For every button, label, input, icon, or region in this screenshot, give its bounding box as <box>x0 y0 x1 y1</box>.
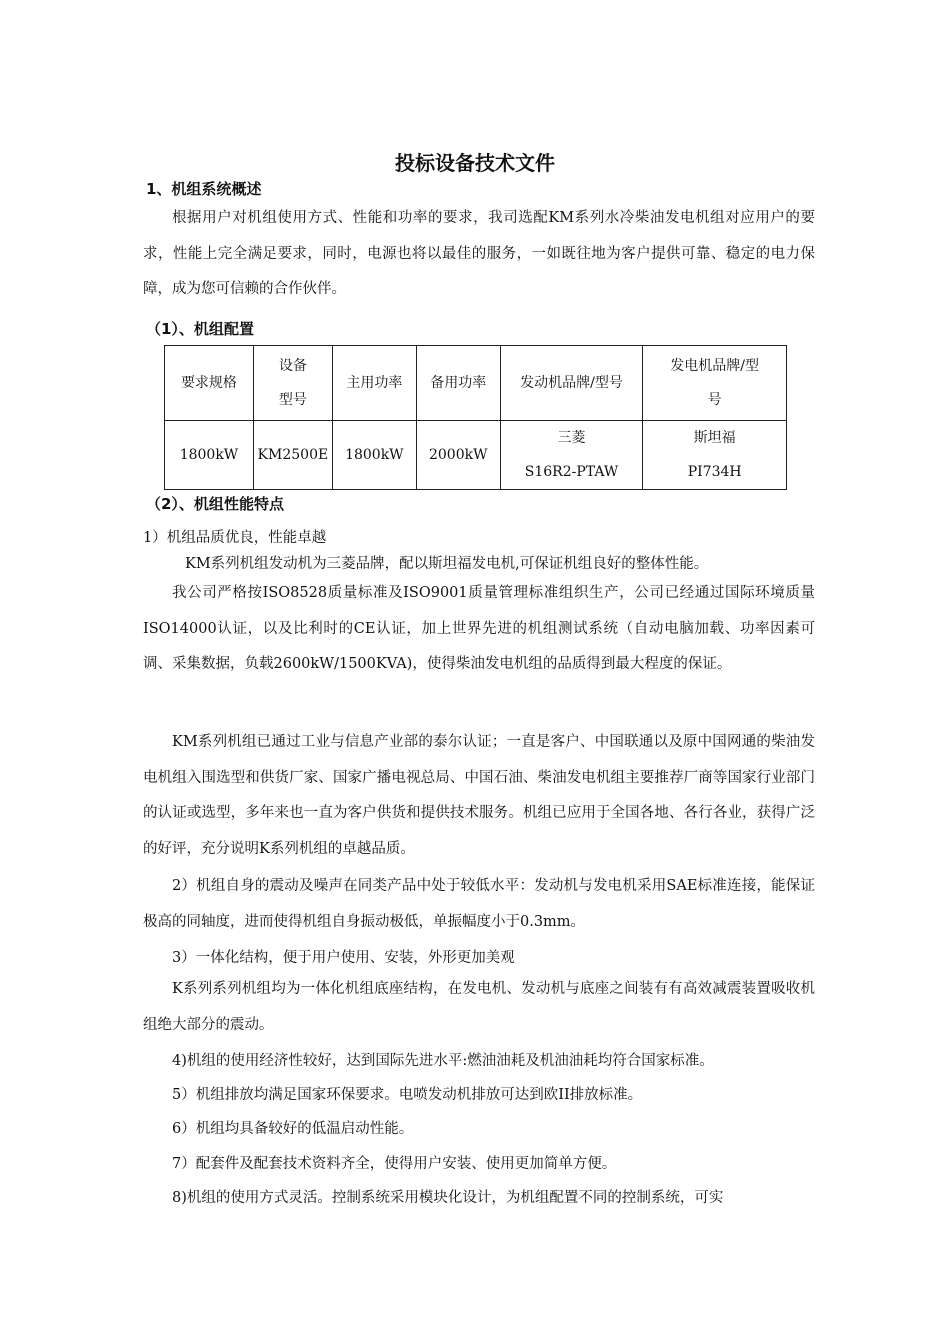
header-cell <box>165 346 254 421</box>
feature-1-title: 1）机组品质优良，性能卓越 <box>143 530 327 546</box>
cell-spec: 1800kW <box>179 447 239 463</box>
table-cell <box>643 421 787 490</box>
feature-1-paragraph-2: 我公司严格按ISO8528质量标准及ISO9001质量管理标准组织生产，公司已经通过国际环境质量ISO14000认证，以及比利时的CE认证，加上世界先进的机组测试系统（自动电脑加载、功率因素可调、采集数据，负载2600kW/1500KVA)，使得柴油发电机组的品质得到最大程度的保证。 <box>143 585 815 672</box>
header-engine: 发动机品牌/型号 <box>520 375 623 391</box>
feature-2-paragraph: 2）机组自身的震动及噪声在同类产品中处于较低水平：发动机与发电机采用SAE标准连接，能保证极高的同轴度，进而使得机组自身振动极低，单振幅度小于0.3mm。 <box>143 878 815 930</box>
feature-3-paragraph: K系列系列机组均为一体化机组底座结构，在发电机、发动机与底座之间装有有高效减震装置吸收机组绝大部分的震动。 <box>143 981 815 1033</box>
header-standby-power: 备用功率 <box>430 375 487 391</box>
feature-1-paragraph-1: KM系列机组发动机为三菱品牌，配以斯坦福发电机,可保证机组良好的整体性能。 <box>185 556 709 572</box>
cell-model: KM2500E <box>257 447 329 463</box>
table-cell <box>253 421 332 490</box>
header-cell <box>643 346 787 421</box>
table-cell <box>332 421 416 490</box>
overview-paragraph: 根据用户对机组使用方式、性能和功率的要求，我司选配KM系列水冷柴油发电机组对应用户的要求，性能上完全满足要求，同时，电源也将以最佳的服务，一如既往地为客户提供可靠、稳定的电力保障，成为您可信赖的合作伙伴。 <box>143 210 815 297</box>
config-table <box>164 345 787 490</box>
table-cell <box>416 421 500 490</box>
config-heading: （1）、机组配置 <box>146 320 254 338</box>
header-spec: 要求规格 <box>180 375 237 391</box>
document-title: 投标设备技术文件 <box>395 151 555 175</box>
table-row <box>165 421 787 490</box>
feature-7: 7）配套件及配套技术资料齐全，使得用户安装、使用更加简单方便。 <box>172 1156 617 1172</box>
table-header-row <box>165 346 787 421</box>
cell-alternator: 斯坦福 PI734H <box>687 430 742 480</box>
table-cell <box>500 421 643 490</box>
feature-3-title: 3）一体化结构，便于用户使用、安装，外形更加美观 <box>172 950 515 966</box>
cell-standby-power: 2000kW <box>428 447 488 463</box>
section-heading-overview: 1、机组系统概述 <box>146 180 262 198</box>
feature-5: 5）机组排放均满足国家环保要求。电喷发动机排放可达到欧II排放标准。 <box>172 1087 643 1103</box>
feature-6: 6）机组均具备较好的低温启动性能。 <box>172 1121 414 1137</box>
header-cell <box>332 346 416 421</box>
header-model: 设备 型号 <box>278 358 307 408</box>
cell-engine: 三菱 S16R2-PTAW <box>524 430 619 480</box>
header-alternator: 发电机品牌/型 号 <box>670 358 760 408</box>
features-heading: （2）、机组性能特点 <box>146 495 284 513</box>
header-cell <box>253 346 332 421</box>
table-cell <box>165 421 254 490</box>
feature-1-paragraph-3: KM系列机组已通过工业与信息产业部的泰尔认证；一直是客户、中国联通以及原中国网通的柴油发电机组入围选型和供货厂家、国家广播电视总局、中国石油、柴油发电机组主要推荐厂商等国家行业部门的认证或选型，多年来也一直为客户供货和提供技术服务。机组已应用于全国各地、各行各业，获得广泛的好评，充分说明K系列机组的卓越品质。 <box>143 734 815 857</box>
feature-4: 4)机组的使用经济性较好，达到国际先进水平:燃油油耗及机油油耗均符合国家标准。 <box>172 1053 714 1069</box>
feature-8: 8)机组的使用方式灵活。控制系统采用模块化设计，为机组配置不同的控制系统，可实 <box>172 1190 724 1206</box>
header-cell <box>416 346 500 421</box>
cell-prime-power: 1800kW <box>345 447 404 463</box>
header-prime-power: 主用功率 <box>346 375 403 391</box>
header-cell <box>500 346 643 421</box>
